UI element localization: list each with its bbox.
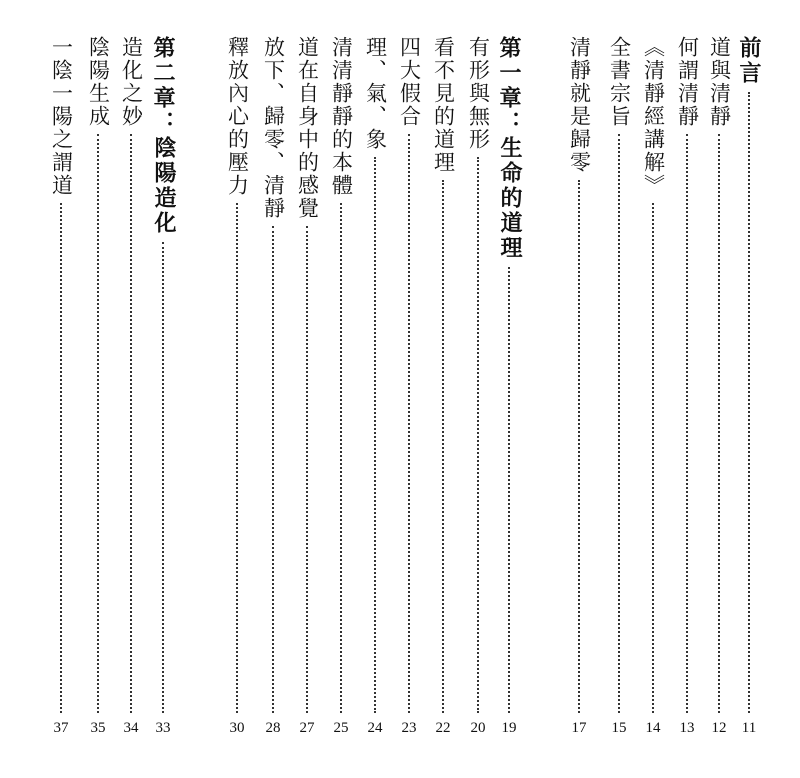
toc-title: 有形與無形 [466,36,491,151]
toc-title: 一陰一陽之謂道 [49,36,74,197]
dot-leader [686,134,688,713]
toc-page-number: 35 [90,720,106,736]
toc-entry [321,0,361,778]
dot-leader [718,134,720,713]
toc-page-number: 37 [53,720,69,736]
toc-entry [458,0,498,778]
dot-leader [60,203,62,713]
toc-entry [253,0,293,778]
toc-page-number: 22 [435,720,451,736]
toc-entry [41,0,81,778]
toc-title: 清清靜靜的本體 [329,36,354,197]
toc-title: 放下、歸零、清靜 [261,36,286,220]
dot-leader [97,134,99,713]
toc-title: 釋放內心的壓力 [225,36,250,197]
toc-title: 道與清靜 [707,36,732,128]
dot-leader [236,203,238,713]
dot-leader [508,267,510,713]
toc-title: 道在自身中的感覺 [295,36,320,220]
dot-leader [652,203,654,713]
toc-title: 何謂清靜 [675,36,700,128]
dot-leader [578,180,580,713]
dot-leader [130,134,132,713]
toc-page-number: 25 [333,720,349,736]
toc-entry [78,0,118,778]
toc-page-number: 27 [299,720,315,736]
dot-leader [162,242,164,713]
toc-page-number: 24 [367,720,383,736]
toc-entry [633,0,673,778]
chapter-subject: 陰陽造化 [151,136,176,236]
toc-title: 理、氣、象 [363,36,388,151]
toc-title: 看不見的道理 [431,36,456,174]
toc-page-number: 14 [645,720,661,736]
toc-page-number: 23 [401,720,417,736]
toc-entry [599,0,639,778]
toc-title: 《清靜經講解》 [641,36,666,197]
toc-entry [389,0,429,778]
toc-page-number: 15 [611,720,627,736]
dot-leader [442,180,444,713]
toc-page-number: 33 [155,720,171,736]
toc-title: 全書宗旨 [607,36,632,128]
toc-title: 四大假合 [397,36,422,128]
toc-entry [559,0,599,778]
toc-page-number: 17 [571,720,587,736]
toc-page-number: 34 [123,720,139,736]
dot-leader [477,157,479,713]
toc-entry [423,0,463,778]
toc-title: 陰陽生成 [86,36,111,128]
toc-title: 前言 [736,36,762,86]
dot-leader [618,134,620,713]
toc-page-number: 12 [711,720,727,736]
toc-chapter-title: 第二章：陰陽造化 [150,36,176,236]
toc-entry [667,0,707,778]
toc-entry [355,0,395,778]
toc-page-number: 11 [741,720,757,736]
toc-title: 清靜就是歸零 [567,36,592,174]
toc-entry [287,0,327,778]
toc-page-number: 28 [265,720,281,736]
toc-title: 造化之妙 [119,36,144,128]
dot-leader [748,92,750,713]
dot-leader [408,134,410,713]
dot-leader [306,226,308,713]
toc-page-number: 30 [229,720,245,736]
toc-page-number: 13 [679,720,695,736]
dot-leader [340,203,342,713]
toc-chapter-title: 第一章：生命的道理 [496,36,522,261]
dot-leader [272,226,274,713]
dot-leader [374,157,376,713]
toc-page-number: 20 [470,720,486,736]
chapter-subject: 生命的道理 [497,136,522,261]
toc-page-number: 19 [501,720,517,736]
toc-entry [217,0,257,778]
